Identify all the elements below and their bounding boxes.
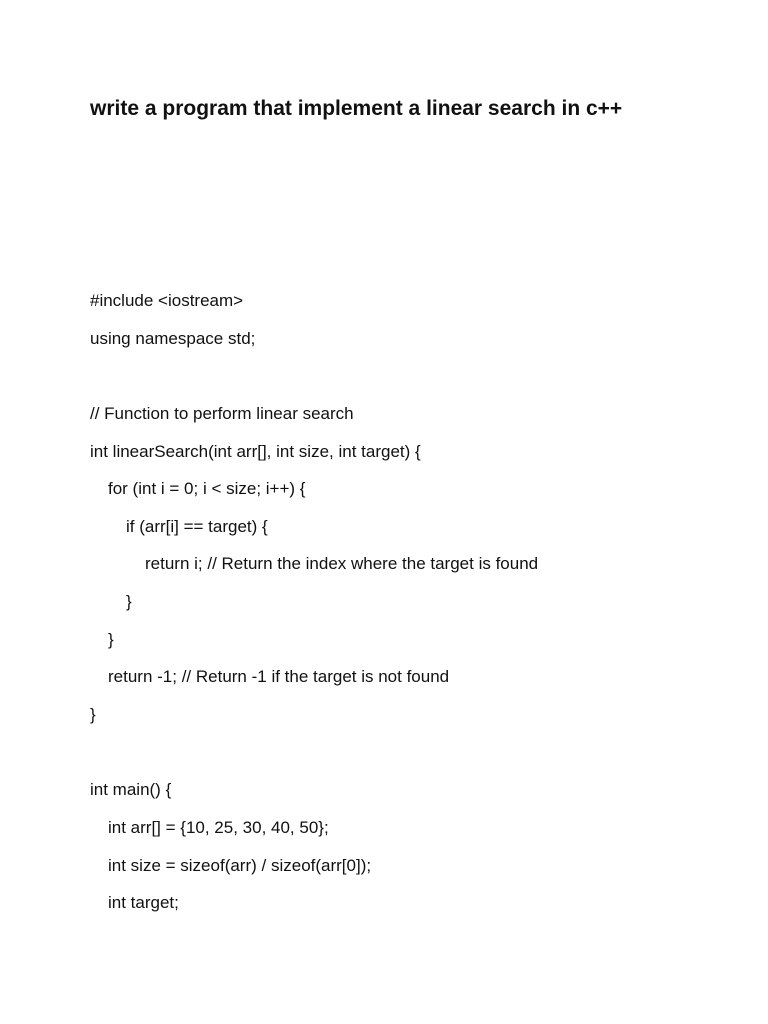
- code-line-4: // Function to perform linear search: [90, 403, 354, 423]
- code-line-13: [90, 738, 538, 776]
- code-line-10: }: [108, 629, 114, 649]
- code-line-16: int size = sizeof(arr) / sizeof(arr[0]);: [108, 855, 372, 875]
- code-line-14: int main() {: [90, 780, 172, 800]
- code-line-12: }: [90, 705, 96, 725]
- code-line-15: int arr[] = {10, 25, 30, 40, 50};: [108, 817, 329, 837]
- code-line-7: if (arr[i] == target) {: [126, 516, 268, 536]
- code-line-11: return -1; // Return -1 if the target is not found: [108, 667, 450, 687]
- code-line-3: [90, 361, 538, 399]
- code-line-6: for (int i = 0; i < size; i++) {: [108, 479, 306, 499]
- code-line-1: #include <iostream>: [90, 291, 244, 310]
- code-line-8: return i; // Return the index where the target is found: [145, 554, 539, 574]
- code-line-9: }: [126, 592, 132, 612]
- code-line-17: int target;: [108, 893, 179, 913]
- code-line-2: using namespace std;: [90, 328, 256, 348]
- code-listing: [90, 286, 538, 926]
- code-line-5: int linearSearch(int arr[], int size, int target) {: [90, 441, 421, 461]
- document-title: write a program that implement a linear search in c++: [90, 97, 623, 120]
